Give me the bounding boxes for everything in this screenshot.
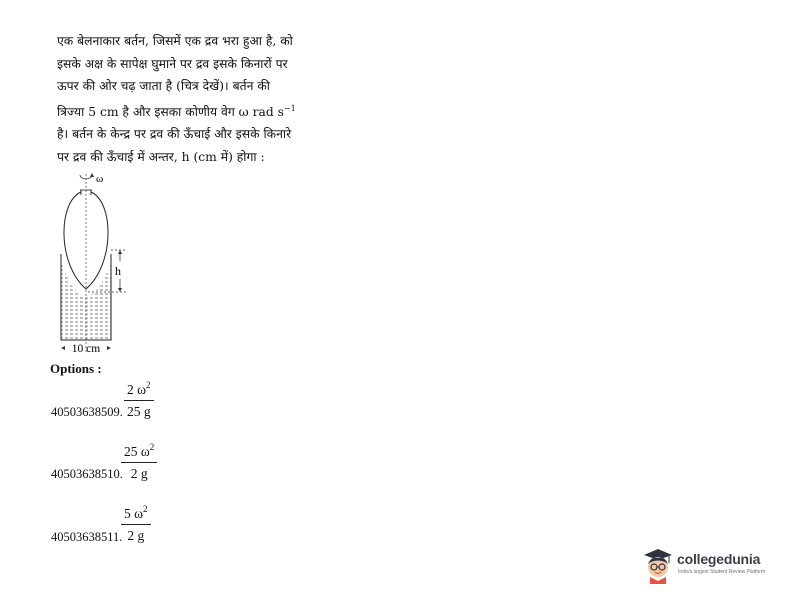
fraction-denominator: 2 g (130, 466, 148, 481)
vessel-diagram (50, 168, 180, 360)
width-label: 10 cm (71, 343, 101, 355)
question-line: पर द्रव की ऊँचाई में अन्तर, h (cm में) होगा : (57, 149, 265, 164)
option-id: 40503638511. (51, 530, 123, 544)
question-line: इसके अक्ष के सापेक्ष घुमाने पर द्रव इसके किनारों पर (57, 56, 288, 71)
fraction-denominator: 25 g (126, 404, 151, 419)
logo-wordmark: collegedunia (677, 551, 761, 567)
options-heading: Options : (50, 361, 102, 376)
height-label: h (115, 264, 121, 278)
option-fraction (121, 444, 157, 482)
arrow-head-icon (90, 173, 94, 177)
question-text (57, 30, 307, 168)
option-id: 40503638509. (51, 405, 123, 419)
question-line: है। बर्तन के केन्द्र पर द्रव की ऊँचाई और इसके किनारे (57, 127, 292, 142)
fraction-denominator: 2 g (127, 528, 145, 543)
liquid (61, 262, 111, 340)
question-line: एक बेलनाकार बर्तन, जिसमें एक द्रव भरा हुआ है, को (57, 34, 293, 48)
unit-exponent: −1 (283, 103, 296, 113)
question-line-text: त्रिज्या 5 cm है और इसका कोणीय वेग ω rad s (57, 104, 284, 119)
rotating-vessel-figure (50, 168, 180, 360)
question-line: ऊपर की ओर चढ़ जाता है (चित्र देखें)। बर्तन की (57, 79, 270, 93)
fraction-numerator: 25 $\omega^2$ (121, 444, 157, 463)
collegedunia-logo (641, 548, 791, 588)
omega-label: ω (96, 173, 104, 185)
question-line (57, 98, 307, 124)
option-fraction (124, 382, 154, 420)
fraction-numerator: 5 $\omega^2$ (121, 506, 151, 525)
option-id: 40503638510. (51, 467, 123, 481)
option-fraction (121, 506, 151, 544)
student-mascot-icon (641, 548, 675, 584)
fraction-numerator: 2 $\omega^2$ (124, 382, 154, 401)
logo-tagline: India's largest Student Review Platform (678, 569, 766, 575)
